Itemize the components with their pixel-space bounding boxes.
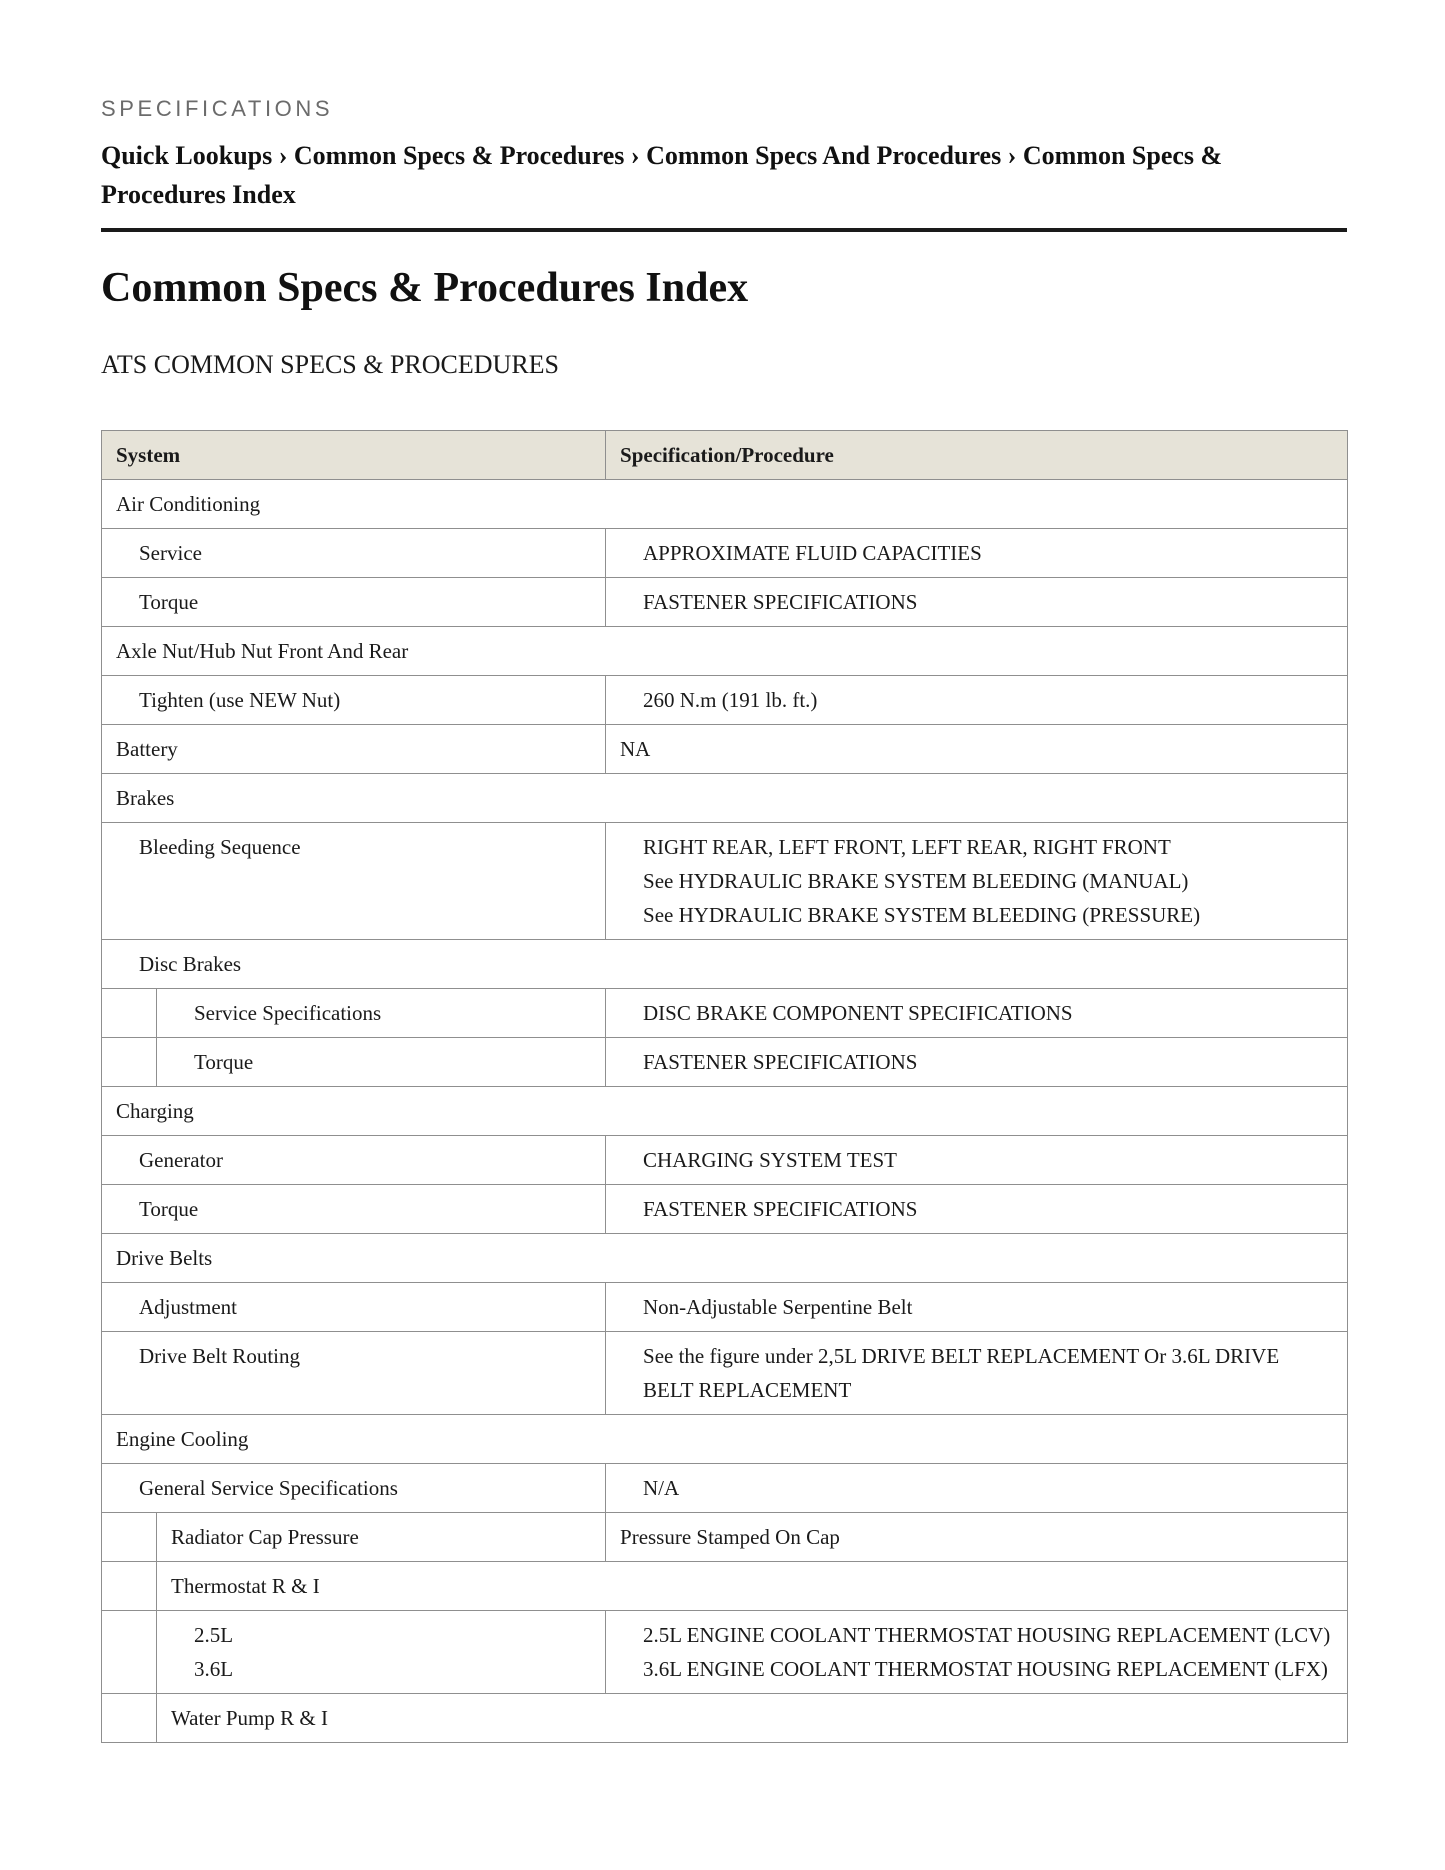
table-row [102, 1513, 1348, 1562]
table-row [102, 529, 1348, 578]
row-spec: DISC BRAKE COMPONENT SPECIFICATIONS [643, 1001, 1073, 1025]
row-label: Battery [116, 737, 178, 761]
table-row [102, 1464, 1348, 1513]
row-spec: 260 N.m (191 lb. ft.) [643, 688, 818, 712]
section-kicker: SPECIFICATIONS [101, 96, 334, 121]
row-spec: See the figure under 2,5L DRIVE BELT REPLACEMENT Or 3.6L DRIVE BELT REPLACEMENT [643, 1344, 1280, 1402]
row-label: Generator [139, 1148, 223, 1172]
row-spec-line: 3.6L ENGINE COOLANT THERMOSTAT HOUSING REPLACEMENT (LFX) [643, 1657, 1328, 1681]
table-row [102, 1185, 1348, 1234]
engine-variant: 3.6L [194, 1657, 234, 1681]
indent-cell [102, 1694, 157, 1743]
row-label: Tighten (use NEW Nut) [139, 688, 341, 712]
breadcrumb: Quick Lookups › Common Specs & Procedures › Common Specs And Procedures › Common Specs & Procedures Index [101, 141, 1223, 209]
row-label: Torque [139, 1197, 199, 1221]
table-row [102, 725, 1348, 774]
table-row [102, 1087, 1348, 1136]
table-row [102, 1562, 1348, 1611]
group-label: Charging [116, 1099, 194, 1123]
group-label: Brakes [116, 786, 175, 810]
row-spec: N/A [643, 1476, 680, 1500]
table-row [102, 1694, 1348, 1743]
table-header-row [102, 431, 1348, 480]
indent-cell [102, 1611, 157, 1694]
table-row [102, 480, 1348, 529]
row-label: Radiator Cap Pressure [171, 1525, 359, 1549]
table-row [102, 627, 1348, 676]
column-header-system: System [102, 431, 606, 480]
row-label: General Service Specifications [139, 1476, 398, 1500]
table-row [102, 1415, 1348, 1464]
group-label: Drive Belts [116, 1246, 213, 1270]
group-label: Air Conditioning [116, 492, 261, 516]
row-spec: FASTENER SPECIFICATIONS [643, 1197, 918, 1221]
engine-variant: 2.5L [194, 1623, 234, 1647]
row-spec-line: 2.5L ENGINE COOLANT THERMOSTAT HOUSING REPLACEMENT (LCV) [643, 1623, 1331, 1647]
table-row [102, 1611, 1348, 1694]
row-spec: Pressure Stamped On Cap [620, 1525, 840, 1549]
row-spec-line: See HYDRAULIC BRAKE SYSTEM BLEEDING (PRESSURE) [643, 903, 1201, 927]
row-label: Torque [194, 1050, 254, 1074]
header-divider [101, 228, 1347, 232]
row-label: Drive Belt Routing [139, 1344, 300, 1368]
table-row [102, 676, 1348, 725]
indent-cell [102, 989, 157, 1038]
table-row [102, 578, 1348, 627]
table-row [102, 1332, 1348, 1415]
page-subtitle: ATS COMMON SPECS & PROCEDURES [101, 350, 560, 379]
table-row [102, 940, 1348, 989]
row-label: Service Specifications [194, 1001, 382, 1025]
row-spec: FASTENER SPECIFICATIONS [643, 590, 918, 614]
row-spec: Non-Adjustable Serpentine Belt [643, 1295, 913, 1319]
row-spec: FASTENER SPECIFICATIONS [643, 1050, 918, 1074]
table-row [102, 774, 1348, 823]
table-row [102, 1234, 1348, 1283]
row-label: Service [139, 541, 202, 565]
page-title: Common Specs & Procedures Index [101, 265, 749, 311]
row-spec-line: See HYDRAULIC BRAKE SYSTEM BLEEDING (MANUAL) [643, 869, 1189, 893]
row-label: Adjustment [139, 1295, 237, 1319]
subgroup-label: Water Pump R & I [171, 1706, 328, 1730]
row-spec-line: RIGHT REAR, LEFT FRONT, LEFT REAR, RIGHT FRONT [643, 835, 1171, 859]
row-label: Torque [139, 590, 199, 614]
table-row [102, 1283, 1348, 1332]
row-spec: CHARGING SYSTEM TEST [643, 1148, 897, 1172]
subgroup-label: Thermostat R & I [171, 1574, 320, 1598]
indent-cell [102, 1038, 157, 1087]
subgroup-label: Disc Brakes [139, 952, 242, 976]
table-row [102, 989, 1348, 1038]
row-label: Bleeding Sequence [139, 835, 301, 859]
group-label: Engine Cooling [116, 1427, 249, 1451]
table-row [102, 1136, 1348, 1185]
row-spec: NA [620, 737, 651, 761]
table-row [102, 823, 1348, 940]
row-spec: APPROXIMATE FLUID CAPACITIES [643, 541, 982, 565]
group-label: Axle Nut/Hub Nut Front And Rear [116, 639, 409, 663]
table-row [102, 1038, 1348, 1087]
indent-cell [102, 1513, 157, 1562]
column-header-spec: Specification/Procedure [606, 431, 1348, 480]
indent-cell [102, 1562, 157, 1611]
specs-table [101, 430, 1348, 1743]
